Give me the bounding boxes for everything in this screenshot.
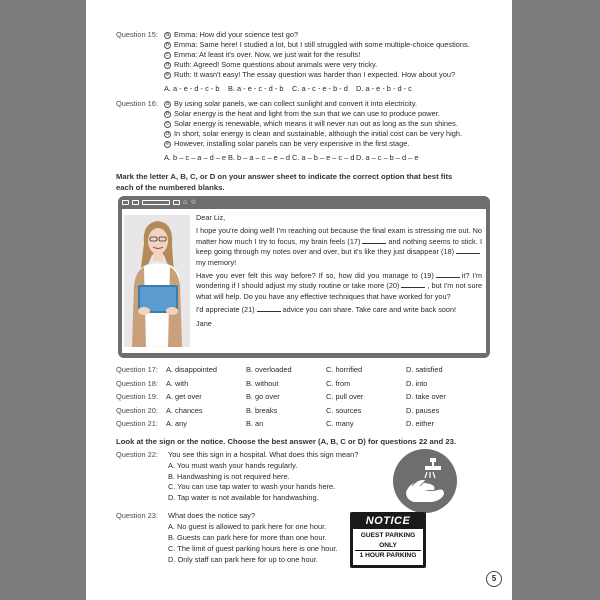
option-a[interactable]: A. with [166, 378, 189, 388]
worksheet-page [86, 0, 512, 600]
item-letter: d [164, 62, 171, 69]
item-text: By using solar panels, we can collect sunlight and convert it into electricity. [174, 99, 418, 108]
question-23 [116, 510, 338, 565]
option-b[interactable]: B. a - e - c - d - b [228, 84, 284, 93]
blank-20[interactable] [401, 287, 425, 288]
handwashing-sign-icon [392, 448, 458, 514]
tab-icon [173, 200, 180, 205]
item-text: Solar energy is renewable, which means it will never run out as long as the sun shines. [174, 119, 458, 128]
notice-header: NOTICE [353, 515, 423, 527]
option-b[interactable]: B. breaks [246, 405, 278, 415]
option-c[interactable]: C. many [326, 419, 354, 428]
option-d[interactable]: D. either [406, 419, 434, 428]
question-18: Question 18: A. with B. without C. from D. into [116, 377, 486, 391]
question-16 [116, 99, 462, 163]
option-c[interactable]: C. a – b – e – c – d [292, 153, 355, 162]
address-bar [142, 200, 170, 205]
option-b[interactable]: B. go over [246, 392, 280, 401]
item-text: In short, solar energy is clean and sustainable, although the initial cost can be very high. [174, 129, 462, 138]
option-b[interactable]: B. b – a – c – e – d [228, 153, 291, 162]
item-text: Ruth: It wasn't easy! The essay question was harder than I expected. How about you? [174, 70, 456, 79]
section-instruction: Mark the letter A, B, C, or D on your answer sheet to indicate the correct option that best fits each of the numbered blanks. [116, 172, 453, 192]
option-a[interactable]: A. disappointed [166, 365, 217, 374]
question-19: Question 19: A. get over B. go over C. pull over D. take over [116, 390, 486, 404]
item-letter: c [164, 52, 171, 59]
option-d[interactable]: D. Tap water is not available for handwashing. [168, 493, 319, 503]
option-d[interactable]: D. Only staff can park here for up to one hour. [168, 555, 318, 564]
item-letter: e [164, 72, 171, 79]
option-c[interactable]: C. a - c - e - b - d [292, 84, 348, 93]
option-d[interactable]: D. a - e - b - d - c [356, 84, 412, 93]
forward-icon [132, 200, 139, 205]
page-number: 5 [486, 571, 502, 587]
section-instruction: Look at the sign or the notice. Choose the best answer (A, B, C or D) for questions 22 and 23. [116, 437, 457, 446]
option-d[interactable]: D. satisfied [406, 365, 443, 374]
blank-21[interactable] [257, 311, 281, 312]
item-text: Emma: Same here! I studied a lot, but I still struggled with some multiple-choice questions. [174, 40, 470, 49]
right-margin-band [512, 0, 600, 600]
email-body [122, 209, 486, 353]
option-c[interactable]: C. You can use tap water to wash your hands here. [168, 482, 336, 492]
option-c[interactable]: C. horrified [326, 365, 363, 374]
option-a[interactable]: A. b – c – a – d – e [164, 153, 227, 162]
item-letter: b [164, 111, 171, 118]
option-b[interactable]: B. overloaded [246, 365, 292, 374]
question-21: Question 21: A. any B. an C. many D. either [116, 417, 486, 431]
parking-notice-sign [350, 512, 426, 568]
question-label: Question 16: [116, 99, 158, 108]
question-label: Question 22: [116, 450, 158, 459]
option-d[interactable]: D. a – c – b – d – e [356, 153, 419, 162]
email-paragraph-3: I'd appreciate (21) advice you can share. Take care and write back soon! [196, 305, 457, 315]
question-label: Question 23: [116, 511, 158, 520]
student-photo [124, 215, 190, 347]
email-greeting: Dear Liz, [196, 213, 226, 222]
left-margin-band [0, 0, 86, 600]
option-c[interactable]: C. The limit of guest parking hours here is one hour. [168, 544, 338, 553]
notice-body: GUEST PARKING ONLY 1 HOUR PARKING [353, 529, 423, 565]
item-text: Emma: How did your science test go? [174, 30, 299, 39]
question-22 [116, 450, 358, 504]
blank-17[interactable] [362, 243, 386, 244]
option-d[interactable]: D. pauses [406, 405, 440, 415]
option-a[interactable]: A. a - e - d - c - b [164, 84, 220, 93]
email-window [118, 196, 490, 358]
email-text [196, 213, 482, 332]
email-paragraph-2: Have you ever felt this way before? If so, how did you manage to (19) it? I'm wondering if I should adjust my study routine or take more (20) , but I'm not sure what will help. Do you have any effective techniques that have worked for you? [196, 271, 482, 301]
question-17: Question 17: A. disappointed B. overloaded C. horrified D. satisfied [116, 363, 486, 377]
item-text: However, installing solar panels can be very expensive in the first stage. [174, 139, 410, 148]
email-paragraph-1: I hope you're doing well! I'm reaching out because the final exam is stressing me out. No matter how much I try to focus, my brain feels (17) and nothing seems to stick. I keep going through my notes over and over, but it's like they just disappear (18)my memory! [196, 226, 482, 267]
option-a[interactable]: A. No guest is allowed to park here for one hour. [168, 522, 327, 531]
option-b[interactable]: B. without [246, 378, 279, 388]
option-c[interactable]: C. from [326, 378, 351, 388]
item-letter: e [164, 141, 171, 148]
option-c[interactable]: C. sources [326, 405, 362, 415]
option-d[interactable]: D. take over [406, 392, 446, 401]
question-prompt: What does the notice say? [168, 511, 256, 520]
home-icon: ⌂ [183, 199, 188, 206]
item-letter: a [164, 32, 171, 39]
option-a[interactable]: A. get over [166, 392, 202, 401]
question-label: Question 15: [116, 30, 158, 39]
question-15 [116, 30, 470, 94]
item-text: Emma: At least it's over. Now, we just wait for the results! [174, 50, 361, 59]
browser-toolbar [118, 196, 490, 209]
item-letter: d [164, 131, 171, 138]
option-b[interactable]: B. an [246, 419, 264, 428]
cloze-questions [116, 363, 486, 431]
option-a[interactable]: A. You must wash your hands regularly. [168, 460, 298, 470]
item-letter: b [164, 42, 171, 49]
star-icon: ☆ [190, 199, 197, 206]
item-text: Ruth: Agreed! Some questions about animals were very tricky. [174, 60, 378, 69]
option-c[interactable]: C. pull over [326, 392, 364, 401]
blank-18[interactable] [456, 253, 480, 254]
item-letter: c [164, 121, 171, 128]
blank-19[interactable] [436, 277, 460, 278]
back-icon [122, 200, 129, 205]
item-letter: a [164, 101, 171, 108]
option-b[interactable]: B. Handwashing is not required here. [168, 471, 290, 481]
option-b[interactable]: B. Guests can park here for more than one hour. [168, 533, 327, 542]
item-text: Solar energy is the heat and light from the sun that we can use to produce power. [174, 109, 440, 118]
question-20: Question 20: A. chances B. breaks C. sources D. pauses [116, 404, 486, 418]
option-a[interactable]: A. chances [166, 405, 203, 415]
email-signoff: Jane [196, 318, 212, 328]
option-d[interactable]: D. into [406, 378, 428, 388]
option-a[interactable]: A. any [166, 419, 187, 428]
question-prompt: You see this sign in a hospital. What does this sign mean? [168, 450, 359, 459]
